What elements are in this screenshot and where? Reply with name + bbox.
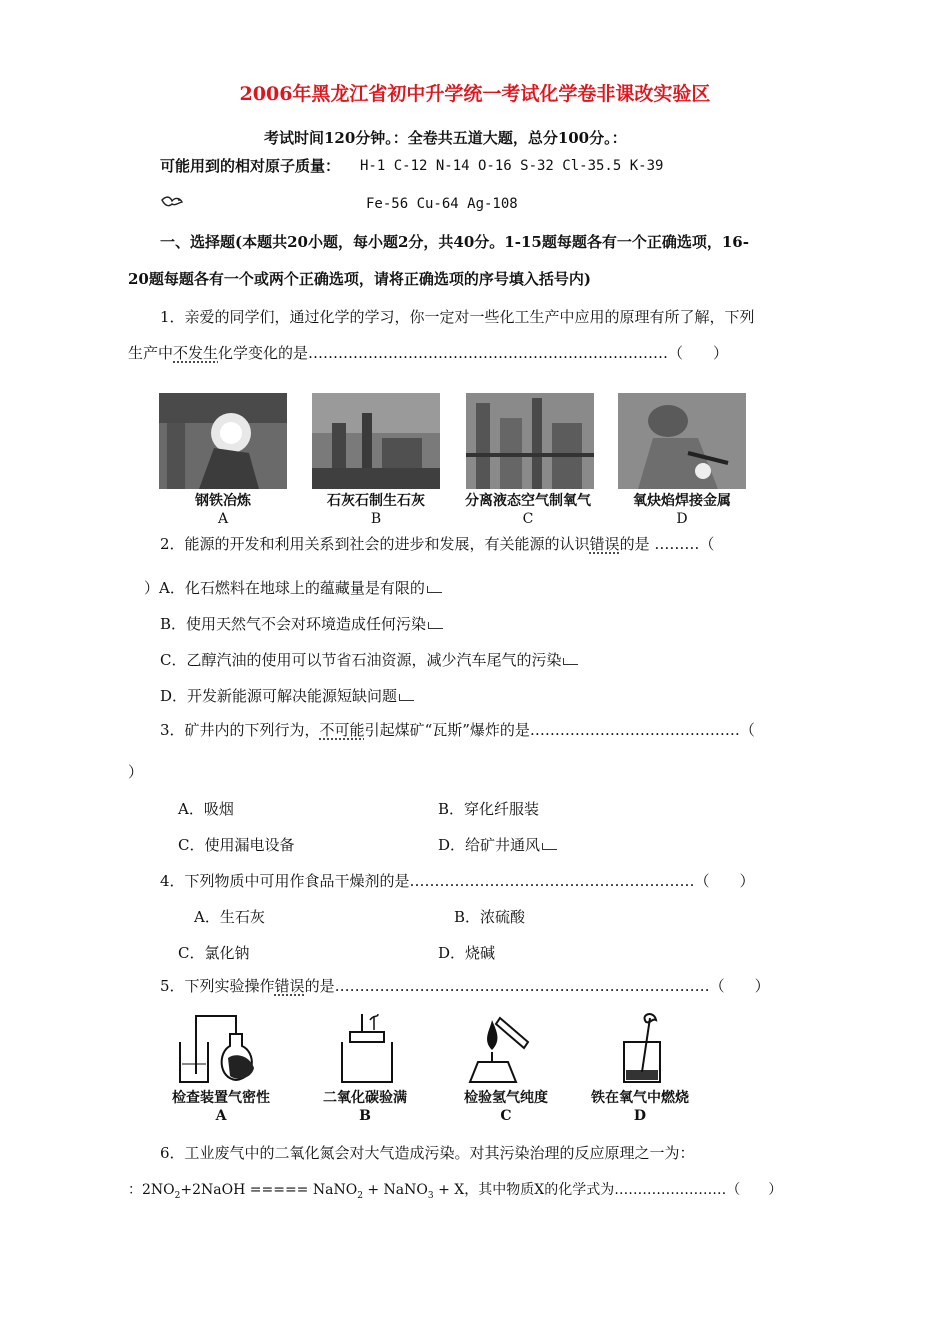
- q5-caption-b: 二氧化碳验满: [323, 1090, 407, 1106]
- atomic-masses-row-1: H-1 C-12 N-14 O-16 S-32 Cl-35.5 K-39: [360, 158, 664, 174]
- apparatus-airtightness-check: [170, 1012, 270, 1090]
- apparatus-co2-full-test: [322, 1012, 412, 1090]
- q3-option-d: D．给矿井通风: [438, 835, 557, 855]
- q1-stem-line2: 生产中不发生化学变化的是………………………………………………………………（ ）: [128, 344, 729, 362]
- q1-caption-c: 分离液态空气制氧气: [465, 493, 591, 509]
- q5-caption-d: 铁在氧气中燃烧: [591, 1090, 689, 1106]
- q1-caption-a: 钢铁冶炼: [195, 493, 251, 509]
- q4-option-b: B．浓硫酸: [454, 908, 526, 926]
- q3-option-b: B．穿化纤服装: [438, 800, 540, 818]
- q6-equation: ：$2NO_2+2NaOH$ ===== NaNO$_2$ + NaNO$_3$ + X，其中物质X的化学式为……………………（ ）: [128, 1182, 783, 1201]
- page-title: 2006年黑龙江省初中升学统一考试化学卷非课改实验区: [239, 83, 711, 105]
- photo-air-separation: [466, 393, 594, 489]
- q3-option-c: C．使用漏电设备: [178, 836, 295, 854]
- q2-option-b: B．使用天然气不会对环境造成任何污染: [160, 614, 443, 634]
- q6-stem: 6．工业废气中的二氧化氮会对大气造成污染。对其污染治理的反应原理之一为：: [160, 1144, 695, 1162]
- section1-instructions-2: 20题每题各有一个或两个正确选项，请将正确选项的序号填入括号内): [128, 270, 591, 288]
- q5-caption-a: 检查装置气密性: [172, 1090, 270, 1106]
- q5-stem: 5．下列实验操作错误的是…………………………………………………………………（ ）: [160, 977, 770, 995]
- q5-letter-d: D: [633, 1108, 647, 1124]
- q4-option-c: C．氯化钠: [178, 944, 250, 962]
- q2-option-d: D．开发新能源可解决能源短缺问题: [160, 686, 414, 706]
- q4-option-a: A．生石灰: [194, 908, 265, 926]
- q3-option-a: A．吸烟: [178, 800, 234, 818]
- q3-stem: 3．矿井内的下列行为，不可能引起煤矿“瓦斯”爆炸的是……………………………………（: [160, 721, 755, 739]
- q3-close-paren: ）: [128, 763, 144, 781]
- q1-letter-c: C: [522, 511, 534, 527]
- q2-option-c: C．乙醇汽油的使用可以节省石油资源，减少汽车尾气的污染: [160, 650, 578, 670]
- q2-option-a: ）A．化石燃料在地球上的蕴藏量是有限的: [144, 578, 442, 598]
- photo-lime-kiln: [312, 393, 440, 489]
- q5-letter-b: B: [359, 1108, 371, 1124]
- photo-steel-smelting: [159, 393, 287, 489]
- q1-letter-d: D: [676, 511, 688, 527]
- q4-stem: 4．下列物质中可用作食品干燥剂的是…………………………………………………（ ）: [160, 872, 755, 890]
- atomic-mass-label: 可能用到的相对原子质量：: [160, 157, 341, 175]
- q1-caption-b: 石灰石制生石灰: [327, 493, 425, 509]
- exam-info: 考试时间120分钟。：全卷共五道大题，总分100分。：: [264, 129, 627, 147]
- bird-icon: [160, 192, 186, 217]
- photo-welding: [618, 393, 746, 489]
- section1-instructions-1: 一、选择题(本题共20小题，每小题2分，共40分。1-15题每题各有一个正确选项，16-: [160, 233, 749, 251]
- q5-letter-a: A: [215, 1108, 227, 1124]
- apparatus-hydrogen-purity: [456, 1012, 546, 1090]
- q1-stem-line1: 1．亲爱的同学们，通过化学的学习，你一定对一些化工生产中应用的原理有所了解，下列: [160, 308, 755, 326]
- apparatus-iron-burning-oxygen: [616, 1012, 676, 1090]
- q1-letter-a: A: [217, 511, 229, 527]
- atomic-masses-row-2: Fe-56 Cu-64 Ag-108: [366, 196, 518, 212]
- q1-caption-d: 氧炔焰焊接金属: [633, 493, 731, 509]
- q2-stem: 2．能源的开发和利用关系到社会的进步和发展，有关能源的认识错误的是 ………（: [160, 535, 715, 553]
- q1-letter-b: B: [370, 511, 382, 527]
- q5-caption-c: 检验氢气纯度: [464, 1090, 548, 1106]
- q5-letter-c: C: [500, 1108, 512, 1124]
- q4-option-d: D．烧碱: [438, 944, 496, 962]
